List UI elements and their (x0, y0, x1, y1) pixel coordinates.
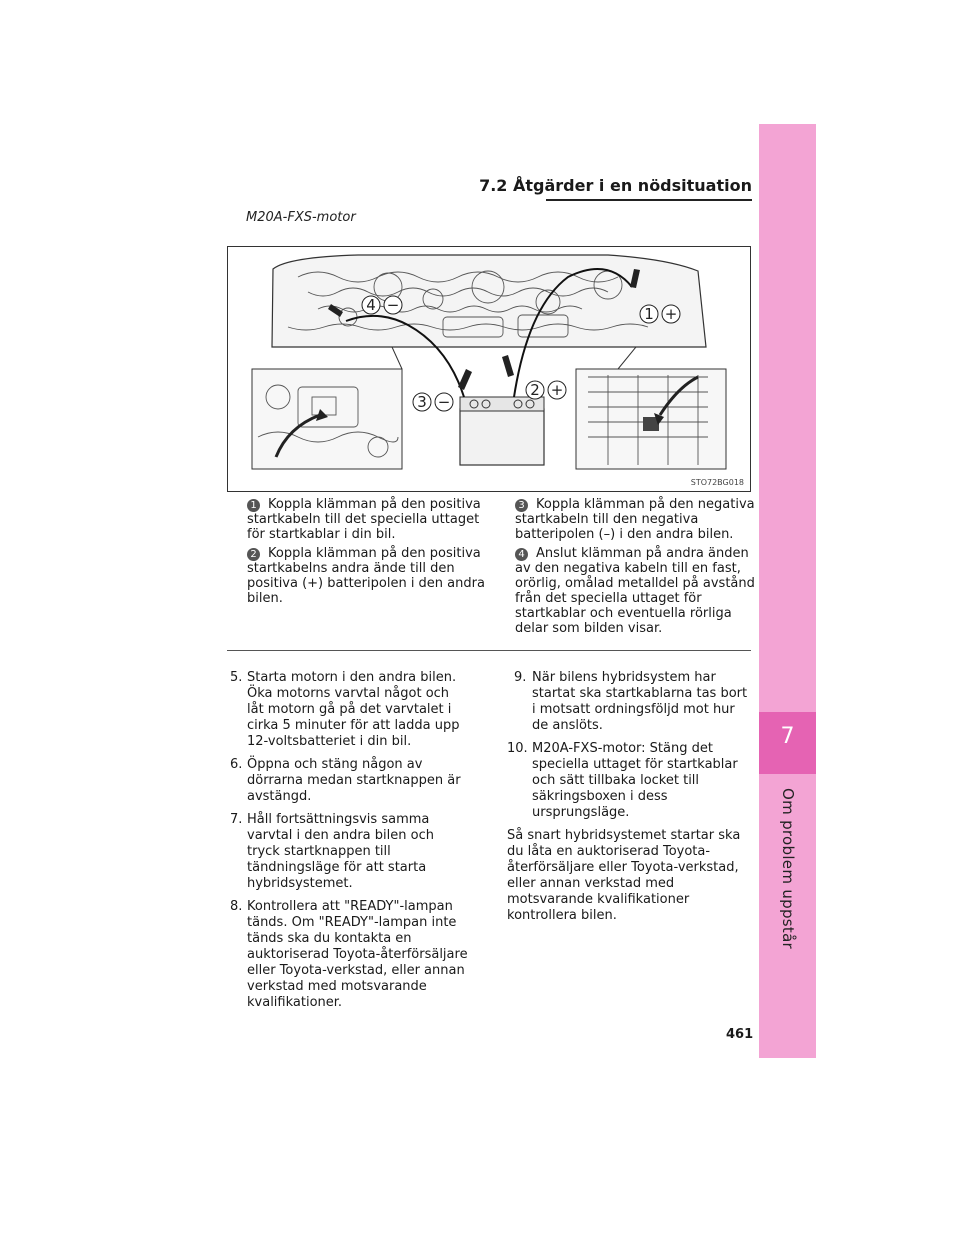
caption-first-line: Anslut klämman på andra änden (536, 546, 749, 561)
step-item (230, 670, 468, 750)
chapter-title: Om problem uppstår (779, 788, 797, 950)
svg-text:2: 2 (530, 381, 540, 399)
step-number: 6. (230, 757, 243, 772)
caption-first-line: Koppla klämman på den negativa (536, 497, 755, 512)
closing-paragraph: Så snart hybridsystemet startar ska du låta en auktoriserad Toyota-återförsäljare eller Toyota-verkstad, eller annan verkstad med motsvarande kvalifikationer kontrollera bilen. (507, 828, 741, 923)
step-item (507, 670, 753, 734)
caption-1 (247, 497, 487, 542)
step-text: När bilens hybridsystem har startat ska startkablarna tas bort i motsatt ordningsföljd mot hur de anslöts. (532, 670, 748, 733)
caption-first-line: Koppla klämman på den positiva (268, 497, 481, 512)
step-item (230, 899, 468, 1011)
page-number: 461 (726, 1027, 754, 1042)
svg-text:3: 3 (417, 393, 427, 411)
step-item (230, 757, 468, 805)
step-number: 9. (514, 670, 527, 685)
svg-text:1: 1 (644, 305, 654, 323)
step-number: 5. (230, 670, 243, 685)
caption-3 (515, 497, 755, 542)
step-text: Öppna och stäng någon av dörrarna medan startknappen är avstängd. (247, 757, 461, 804)
svg-text:−: − (386, 296, 400, 314)
figure-code: STO72BG018 (690, 478, 744, 487)
step-item (230, 812, 468, 892)
caption-first-line: Koppla klämman på den positiva (268, 546, 481, 561)
step-item (507, 741, 753, 821)
caption-number-badge: 1 (247, 499, 260, 512)
engine-bay-drawing (228, 247, 750, 491)
step-text: Starta motorn i den andra bilen. Öka motorns varvtal något och låt motorn gå på det varvtalet i cirka 5 minuter för att ladda upp 12-voltsbatteriet i din bil. (247, 670, 460, 749)
caption-number-badge: 2 (247, 548, 260, 561)
jump-start-illustration (227, 246, 751, 492)
caption-4 (515, 546, 755, 636)
step-number: 7. (230, 812, 243, 827)
caption-text: startkabelns andra ände till den positiva (+) batteripolen i den andra bilen. (247, 561, 485, 606)
section-divider (227, 650, 751, 651)
caption-text: startkabeln till det speciella uttaget för startkablar i din bil. (247, 512, 480, 542)
step-number: 8. (230, 899, 243, 914)
svg-text:4: 4 (366, 296, 376, 314)
svg-text:−: − (437, 393, 451, 411)
steps-left (230, 670, 468, 1018)
step-text: Håll fortsättningsvis samma varvtal i den andra bilen och tryck startknappen till tändningsläge för att starta hybridsystemet. (247, 812, 434, 891)
step-number: 10. (507, 741, 528, 756)
svg-text:+: + (550, 381, 564, 399)
section-title: 7.2 Åtgärder i en nödsituation (479, 176, 752, 195)
callout-3 (413, 393, 453, 411)
chapter-number: 7 (780, 724, 795, 749)
engine-variant-label: M20A-FXS-motor (246, 210, 356, 225)
caption-text: av den negativa kabeln till en fast, orörlig, omålad metalldel på avstånd från det speciella uttaget för startkablar och eventuella rörliga delar som bilden visar. (515, 561, 755, 636)
step-text: Kontrollera att "READY"-lampan tänds. Om "READY"-lampan inte tänds ska du kontakta en auktoriserad Toyota-återförsäljare eller Toyota-verkstad, eller annan verkstad med motsvarande kvalifikationer. (247, 899, 468, 1010)
step-text: M20A-FXS-motor: Stäng det speciella uttaget för startkablar och sätt tillbaka locket till säkringsboxen i dess ursprungsläge. (532, 741, 738, 820)
caption-number-badge: 4 (515, 548, 528, 561)
callout-2 (526, 381, 566, 399)
svg-text:+: + (664, 305, 678, 323)
caption-2 (247, 546, 487, 606)
caption-number-badge: 3 (515, 499, 528, 512)
steps-right (507, 670, 753, 924)
header-rule (546, 199, 752, 201)
caption-text: startkabeln till den negativa batteripolen (–) i den andra bilen. (515, 512, 734, 542)
